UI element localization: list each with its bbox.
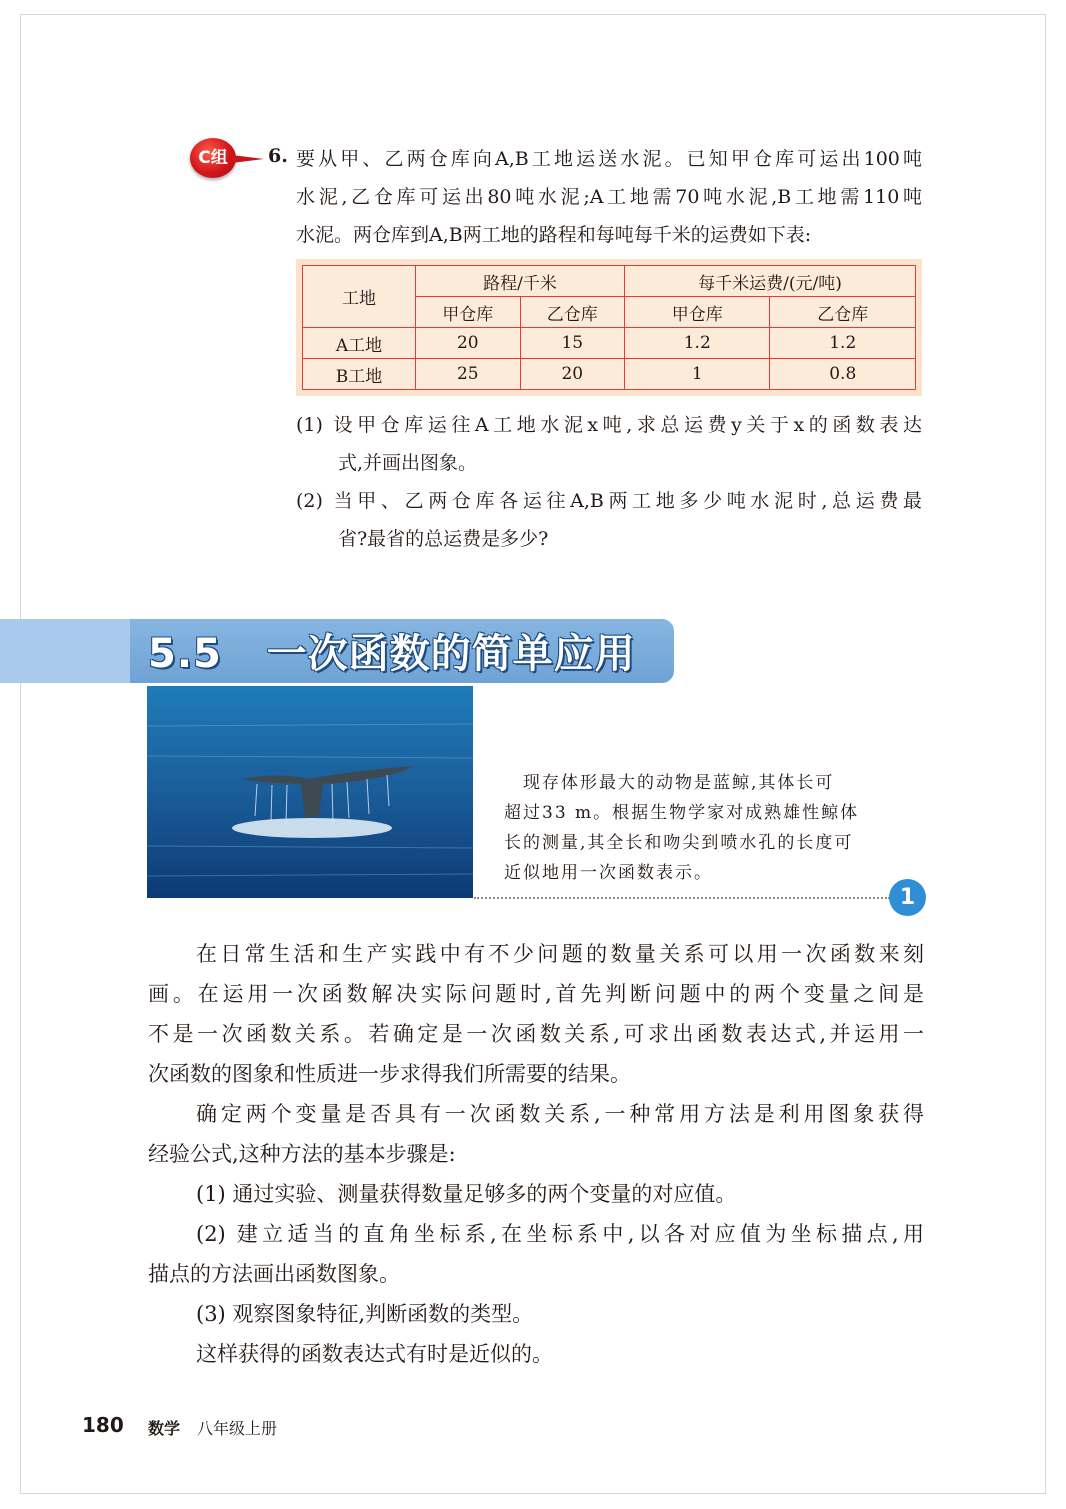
body-line: (1) 通过实验、测量获得数量足够多的两个变量的对应值。 [196,1182,737,1206]
caption-line: 近似地用一次函数表示。 [504,863,713,883]
question-text: 设甲仓库运往A工地水泥x吨,求总运费y关于x的函数表达 [333,414,922,436]
badge-pointer-icon [232,155,264,163]
question-label: (2) [296,490,323,512]
sub-header: 甲仓库 [416,297,521,328]
step-2 [148,1214,924,1294]
table-row [303,359,916,390]
table-cell: 1 [625,359,770,390]
table-cell: 15 [520,328,625,359]
question-text: 省?最省的总运费是多少? [338,528,549,550]
step-3 [148,1294,924,1334]
group-c-badge: C组 [190,138,236,178]
body-line: 这样获得的函数表达式有时是近似的。 [196,1342,553,1366]
problem-statement [296,140,922,254]
question-text: 式,并画出图象。 [338,452,478,474]
table-cell: 20 [416,328,521,359]
section-title: 5.5 一次函数的简单应用 [148,631,636,677]
body-line: 次函数的图象和性质进一步求得我们所需要的结果。 [148,1062,631,1086]
dotted-divider [474,897,890,899]
body-paragraph-2 [148,1094,924,1174]
body-paragraph-3 [148,1334,924,1374]
table-cell: 0.8 [770,359,916,390]
table-cell: 25 [416,359,521,390]
freight-table [302,265,916,390]
body-line: 不是一次函数关系。若确定是一次函数关系,可求出函数表达式,并运用一 [148,1022,924,1046]
body-line: 经验公式,这种方法的基本步骤是: [148,1142,456,1166]
photo-caption [504,768,888,888]
site-header: 工地 [303,266,416,328]
distance-header: 路程/千米 [416,266,625,297]
section-banner-accent [0,619,130,683]
table-cell: 20 [520,359,625,390]
question-text: 当甲、乙两仓库各运往A,B两工地多少吨水泥时,总运费最 [333,490,923,512]
problem-line: 水泥,乙仓库可运出80吨水泥;A工地需70吨水泥,B工地需110吨 [296,186,922,208]
question-label: (1) [296,414,323,436]
problem-line: 要从甲、乙两仓库向A,B工地运送水泥。已知甲仓库可运出100吨 [296,148,922,170]
caption-line: 长的测量,其全长和吻尖到喷水孔的长度可 [504,833,854,853]
body-paragraph-1 [148,934,924,1094]
body-line: (2) 建立适当的直角坐标系,在坐标系中,以各对应值为坐标描点,用 [196,1222,924,1246]
caption-marker: 1 [889,879,926,916]
footer-grade: 八年级上册 [197,1419,278,1438]
row-site: A工地 [303,328,416,359]
table-cell: 1.2 [770,328,916,359]
body-line: 在日常生活和生产实践中有不少问题的数量关系可以用一次函数来刻 [196,942,924,966]
caption-line: 超过33 m。根据生物学家对成熟雄性鲸体 [504,803,860,823]
whale-tail-photo [147,686,473,898]
row-site: B工地 [303,359,416,390]
body-line: 画。在运用一次函数解决实际问题时,首先判断问题中的两个变量之间是 [148,982,924,1006]
sub-header: 乙仓库 [770,297,916,328]
body-line: 确定两个变量是否具有一次函数关系,一种常用方法是利用图象获得 [196,1102,924,1126]
body-line: 描点的方法画出函数图象。 [148,1262,400,1286]
body-line: (3) 观察图象特征,判断函数的类型。 [196,1302,534,1326]
question-2 [296,482,922,558]
table-cell: 1.2 [625,328,770,359]
cost-header: 每千米运费/(元/吨) [625,266,916,297]
sub-header: 乙仓库 [520,297,625,328]
sub-header: 甲仓库 [625,297,770,328]
step-1 [148,1174,924,1214]
page-number: 180 [82,1413,124,1437]
table-row [303,328,916,359]
problem-line: 水泥。两仓库到A,B两工地的路程和每吨每千米的运费如下表: [296,224,812,246]
problem-number: 6. [268,145,288,167]
question-1 [296,406,922,482]
caption-line: 现存体形最大的动物是蓝鲸,其体长可 [504,773,835,793]
footer-subject: 数学 [148,1419,181,1438]
